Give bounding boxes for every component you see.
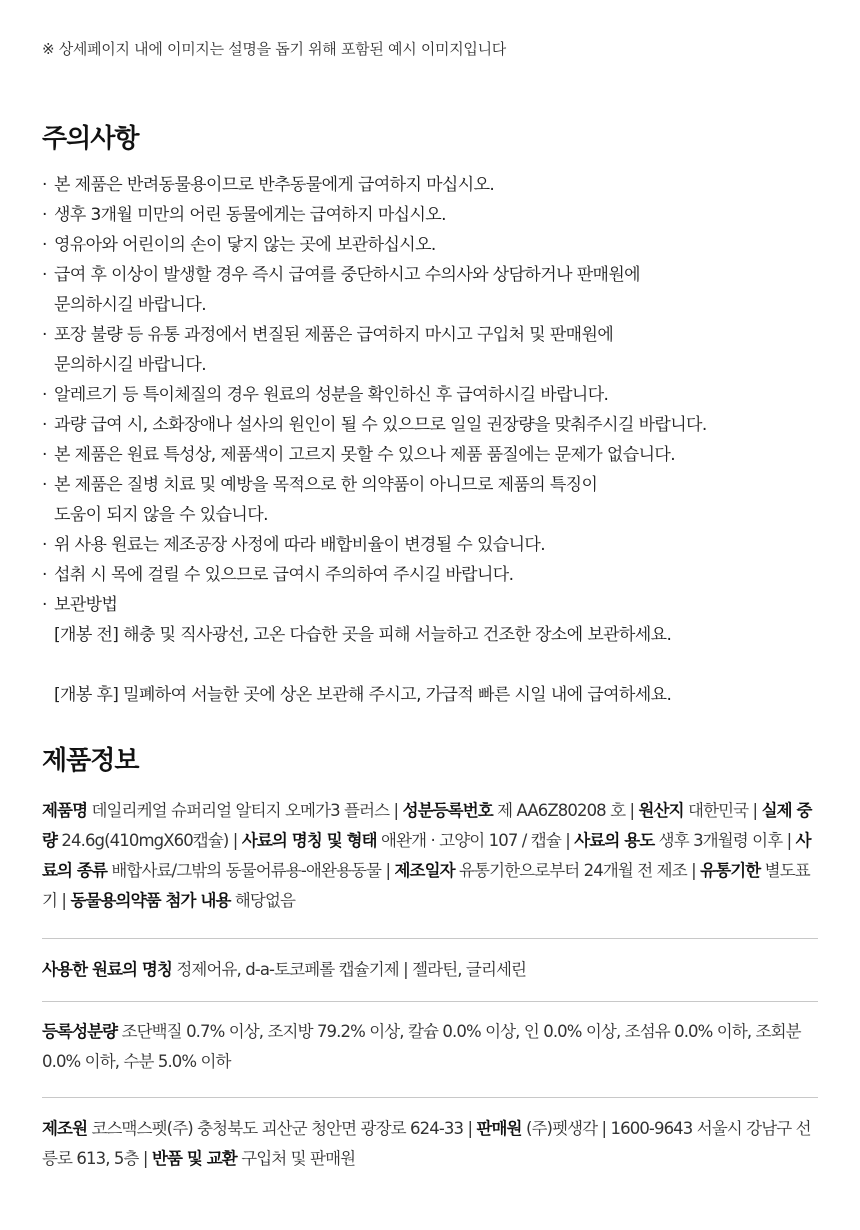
caution-text: 과량 급여 시, 소화장애나 설사의 원인이 될 수 있으므로 일일 권장량을 맞춰주시길 바랍니다. [54,415,707,435]
use-label: 사료의 용도 [574,831,655,850]
caution-item [42,200,822,230]
seller-value: (주)펫생각 | 1600-9643 서울시 강남구 선릉로 613, 5층 [42,1119,811,1168]
caution-item [42,530,822,560]
separator: | [393,801,399,820]
caution-item [42,560,822,590]
separator: | [786,831,792,850]
expiry-value: 별도표기 [42,861,810,910]
product-info-title: 제품정보 [42,746,139,776]
caution-item [42,260,822,320]
product-name-value: 데일리케얼 슈퍼리얼 알티지 오메가3 플러스 [91,801,390,820]
bullet: · [42,535,47,555]
ingredients-block [42,955,818,985]
separator: | [61,891,67,910]
registered-components-block [42,1017,818,1077]
caution-text: 포장 불량 등 유통 과정에서 변질된 제품은 급여하지 마시고 구입처 및 판매원에 문의하시길 바랍니다. [54,325,614,375]
caution-text: 위 사용 원료는 제조공장 사정에 따라 배합비율이 변경될 수 있습니다. [54,535,546,555]
caution-text: 본 제품은 반려동물용이므로 반추동물에게 급여하지 마십시오. [54,175,495,195]
caution-item [42,320,822,380]
caution-text: 급여 후 이상이 발생할 경우 즉시 급여를 중단하시고 수의사와 상담하거나 판매원에 문의하시길 바랍니다. [54,265,640,315]
product-info-basic [42,796,818,916]
bullet: · [42,175,47,195]
caution-text: 본 제품은 질병 치료 및 예방을 목적으로 한 의약품이 아니므로 제품의 특징이 도움이 되지 않을 수 있습니다. [54,475,598,525]
caution-item [42,410,822,440]
use-value: 생후 3개월령 이후 [658,831,783,850]
return-exchange-label: 반품 및 교환 [151,1149,237,1168]
return-exchange-value: 구입처 및 판매원 [241,1149,356,1168]
caution-text: 영유아와 어린이의 손이 닿지 않는 곳에 보관하십시오. [54,235,436,255]
bullet: · [42,385,47,405]
manufacturer-value: 코스맥스펫(주) 충청북도 괴산군 청안면 광장로 624-33 [91,1119,464,1138]
separator: | [691,861,696,880]
registered-components-label: 등록성분량 [42,1022,118,1041]
manufacture-date-value: 유통기한으로부터 24개월 전 제조 [459,861,687,880]
ingredients-value: 정제어유, d-a-토코페롤 캡슐기제 | 젤라틴, 글리세린 [176,960,527,979]
caution-text: 알레르기 등 특이체질의 경우 원료의 성분을 확인하신 후 급여하시길 바랍니다. [54,385,609,405]
bullet: · [42,475,47,495]
bullet: · [42,235,47,255]
manufacturer-label: 제조원 [42,1119,88,1138]
caution-item [42,230,822,260]
separator: | [752,801,758,820]
drug-additive-value: 해당없음 [234,891,296,910]
caution-title: 주의사항 [42,124,139,154]
caution-list [42,170,822,740]
caution-item [42,170,822,200]
weight-value: 24.6g(410mgX60캡슐) [61,831,229,850]
caution-item [42,470,822,530]
storage-heading: 보관방법 [54,595,118,615]
bullet: · [42,565,47,585]
manufacture-date-label: 제조일자 [394,861,455,880]
registration-value: 제 AA6Z80208 호 [497,801,626,820]
registration-label: 성분등록번호 [402,801,493,820]
caution-item [42,380,822,410]
separator: | [467,1119,473,1138]
bullet: · [42,325,47,345]
feed-type-value: 배합사료/그밖의 동물어류용-애완용동물 [111,861,382,880]
product-name-label: 제품명 [42,801,88,820]
expiry-label: 유통기한 [700,861,761,880]
image-disclaimer: ※ 상세페이지 내에 이미지는 설명을 돕기 위해 포함된 예시 이미지입니다 [42,40,506,58]
bullet: · [42,205,47,225]
caution-text: 본 제품은 원료 특성상, 제품색이 고르지 못할 수 있으나 제품 품질에는 문제가 없습니다. [54,445,676,465]
caution-text: 생후 3개월 미만의 어린 동물에게는 급여하지 마십시오. [54,205,446,225]
divider [42,1001,818,1002]
caution-item [42,440,822,470]
caution-text: 섭취 시 목에 걸릴 수 있으므로 급여시 주의하여 주시길 바랍니다. [54,565,514,585]
manufacturer-block [42,1114,818,1174]
divider [42,1097,818,1098]
separator: | [385,861,391,880]
origin-value: 대한민국 [688,801,749,820]
bullet: · [42,265,47,285]
separator: | [142,1149,148,1168]
drug-additive-label: 동물용의약품 첨가 내용 [70,891,231,910]
ingredients-label: 사용한 원료의 명칭 [42,960,173,979]
storage-before-opening: [개봉 전] 해충 및 직사광선, 고온 다습한 곳을 피해 서늘하고 건조한 장소에 보관하세요. [54,625,672,645]
separator: | [565,831,570,850]
storage-after-opening: [개봉 후] 밀폐하여 서늘한 곳에 상온 보관해 주시고, 가급적 빠른 시일 내에 급여하세요. [54,685,672,705]
separator: | [232,831,238,850]
form-value: 애완개 · 고양이 107 / 캡슐 [381,831,561,850]
seller-label: 판매원 [476,1119,522,1138]
form-label: 사료의 명칭 및 형태 [241,831,377,850]
bullet: · [42,415,47,435]
weight-label: 실제 중량 [42,801,812,850]
divider [42,938,818,939]
registered-components-value: 조단백질 0.7% 이상, 조지방 79.2% 이상, 칼슘 0.0% 이상, 인 0.0% 이상, 조섬유 0.0% 이하, 조회분 0.0% 이하, 수분 5.0% 이하 [42,1022,801,1071]
origin-label: 원산지 [638,801,684,820]
separator: | [629,801,635,820]
feed-type-label: 사료의 종류 [42,831,811,880]
bullet: · [42,595,47,615]
caution-item-storage [42,590,822,740]
bullet: · [42,445,47,465]
